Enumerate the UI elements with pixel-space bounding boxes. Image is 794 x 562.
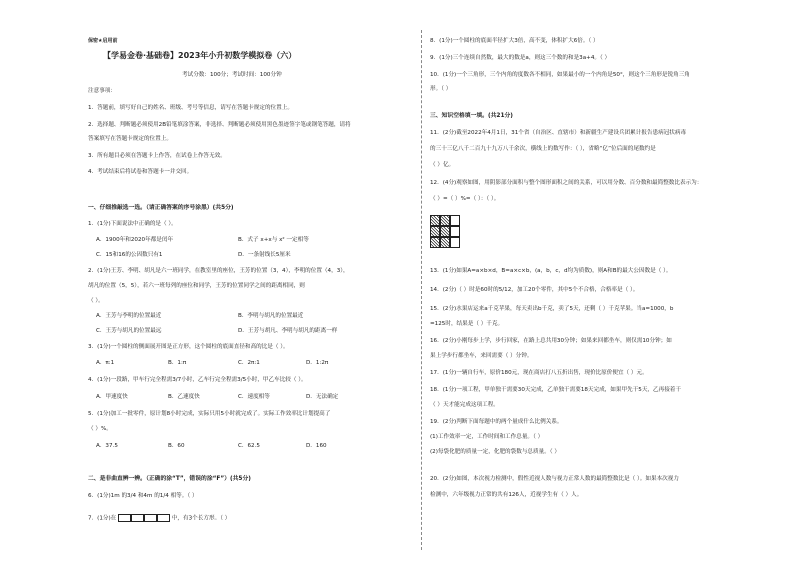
note-2-cont: 答案填写在答题卡规定的位置上。 xyxy=(88,136,172,142)
question-12: 12．(4分)观察如图，用阴影部分面积与整个图形面积之间的关系，可以用分数、百分数和最简整数比表示为： xyxy=(430,180,703,186)
question-3: 3．(1分)一个圆柱的侧面展开图是正方形，这个圆柱的底面直径和高的比是（ ）。 xyxy=(88,344,289,350)
question-5: 5．(1分)加工一批零件，原计划8小时完成，实际只用5小时就完成了。实际工作效率比计划提高了 xyxy=(88,411,331,417)
grid-shaded-cell xyxy=(430,215,440,226)
grid-shaded-cell xyxy=(440,237,450,248)
grid-shaded-cell xyxy=(430,226,440,237)
grid-shaded-cell xyxy=(440,215,450,226)
grid-shaded-cell xyxy=(440,226,450,237)
q2-option-a[interactable]: A．王芳与李明的位置最近 xyxy=(96,313,162,319)
question-12-blanks: （ ）=（ ）%=（ ）：（ ）。 xyxy=(430,196,500,202)
question-9: 9．(1分)三个连续自然数，最大的数是a，则这三个数的和是3a+4。（ ） xyxy=(430,55,611,61)
rectangle-figure-cell xyxy=(144,514,157,522)
q5-option-b[interactable]: B．60 xyxy=(168,443,185,449)
question-6: 6．(1分)1m 的3/4 和4m 的1/4 相等。（ ） xyxy=(88,493,198,499)
q1-option-c[interactable]: C．15和16的公因数只有1 xyxy=(96,252,163,258)
question-2-cont: 胡凡的位置（5，5），若六一班每列的座位和同学，王芳的位置同学之间的距离相同，则 xyxy=(88,283,305,289)
question-11: 11．(2分)截至2022年4月1日，31个省（自治区、直辖市）和新疆生产建设兵团累计报告患病冠状病毒 xyxy=(430,130,687,136)
note-3: 3．所有题目必须在答题卡上作答，在试卷上作答无效。 xyxy=(88,153,226,159)
secret-label: 保密★启用前 xyxy=(88,38,118,44)
question-15: 15．(2分)水果店运来a千克苹果，每天卖出b千克，卖了5天，还剩（ ）千克苹果。当a=1000，b xyxy=(430,306,674,312)
question-15-cont: =125时，结果是（ ）千克。 xyxy=(430,321,504,327)
q2-option-c[interactable]: C．王芳与胡凡的位置最远 xyxy=(96,328,162,334)
question-2: 2．(1分)王芳、李明、胡凡是六一班同学，在教室里的座位，王芳的位置（3，4），李明的位置（4，3）， xyxy=(88,268,349,274)
grid-cell xyxy=(450,215,460,226)
rectangle-figure-cell xyxy=(131,514,144,522)
question-19-part-2: (2)每袋化肥的质量一定，化肥的袋数与总质量。（ ） xyxy=(430,449,560,455)
q4-option-d[interactable]: D．无法确定 xyxy=(306,394,339,400)
q3-option-d[interactable]: D．1:2π xyxy=(306,360,329,366)
rectangle-figure-cell xyxy=(118,514,131,522)
question-19: 19．(2分)判断下面每题中的两个量成什么比例关系。 xyxy=(430,419,563,425)
section-3-title: 三、知识空格填一填。(共21分) xyxy=(430,113,513,119)
question-7 xyxy=(88,514,230,523)
question-11-cont: 的三十三亿八千二百九十九万八千余次，横线上的数写作：（ ），省略“亿”位后面的尾数约是 xyxy=(430,146,656,152)
column-divider xyxy=(421,30,422,550)
question-18-cont: （ ）天才能完成这项工程。 xyxy=(430,402,499,408)
q1-option-d[interactable]: D．一条射线长5厘米 xyxy=(238,252,291,258)
q3-option-b[interactable]: B．1:π xyxy=(168,360,187,366)
question-19-part-1: (1)工作效率一定，工作时间和工作总量。（ ） xyxy=(430,434,544,440)
q5-option-c[interactable]: C．62.5 xyxy=(238,443,260,449)
note-2: 2．选择题、判断题必须使用2B铅笔填涂答案，非选择、判断题必须使用黑色墨迹签字笔或钢笔答题，请将 xyxy=(88,122,351,128)
q1-option-b[interactable]: B．式子 x+x与 x² 一定相等 xyxy=(238,237,309,243)
q3-option-a[interactable]: A．π:1 xyxy=(96,360,115,366)
question-14: 14．(2分)（ ）时是60时的5/12，加工20个零件，其中5个不合格，合格率是（ ）。 xyxy=(430,287,639,293)
q4-option-a[interactable]: A．甲速度快 xyxy=(96,394,128,400)
exam-meta: 考试分数：100分；考试时间：100分钟 xyxy=(182,72,282,78)
notes-title: 注意事项： xyxy=(88,88,116,94)
question-10-cont: 形。（ ） xyxy=(430,86,452,92)
section-1-title: 一、仔细推敲选一选。（请正确答案的序号涂黑）(共5分) xyxy=(88,205,234,211)
question-20-cont: 检测中，六年级视力正常的共有126人，近视学生有（ ）人。 xyxy=(430,492,583,498)
question-17: 17．(1分)一辆自行车，原价180元，现在商店打八五折出售，现价比原价便宜（ ）元。 xyxy=(430,370,648,376)
q2-option-d[interactable]: D．王芳与胡凡、李明与胡凡的距离一样 xyxy=(238,328,338,334)
question-16-cont: 果上学步行都坐车，来回需要（ ）分钟。 xyxy=(430,353,533,359)
question-4: 4．(1分)一段路，甲车行完全程需3/7小时，乙车行完全程需3/5小时，甲乙车比较（ ）。 xyxy=(88,377,307,383)
q4-option-b[interactable]: B．乙速度快 xyxy=(168,394,200,400)
grid-cell xyxy=(450,237,460,248)
question-18: 18．(1分)一项工程，甲单独干需要30天完成，乙单独干需要18天完成，如果甲先干5天，乙再接着干 xyxy=(430,387,681,393)
question-20: 20．(2分)如图，本次视力检测中，假性近视人数与视力正常人数的最简整数比是（ ）。如果本次视力 xyxy=(430,476,679,482)
question-13: 13．(1分)如果A=a×b×d，B=a×c×b，(a，b，c，d均为质数)，则A和B的最大公因数是（ ）。 xyxy=(430,268,672,274)
q2-option-b[interactable]: B．李明与胡凡的位置最近 xyxy=(238,313,304,319)
question-7-start: 7．(1分)在 xyxy=(88,515,117,522)
q3-option-c[interactable]: C．2π:1 xyxy=(238,360,260,366)
section-2-title: 二、是非曲直辨一辨。（正确的涂“T”，错误的涂“F”）(共5分) xyxy=(88,476,251,482)
grid-shaded-cell xyxy=(430,237,440,248)
question-1: 1．(1分)下面说法中正确的是（ ）。 xyxy=(88,221,177,227)
question-8: 8．(1分)一个圆柱的底面半径扩大3倍，高不变，体积扩大6倍。（ ） xyxy=(430,38,599,44)
note-4: 4．考试结束后将试卷和答题卡一并交回。 xyxy=(88,169,193,175)
question-16: 16．(2分)小刚每步上学，步行回家，在路上总共用30分钟；如果来回都坐车，则仅需10分钟；如 xyxy=(430,338,672,344)
question-10: 10．(1分)一个三角形，三个内角的度数各不相同，如果最小的一个内角是50°，则这个三角形是锐角三角 xyxy=(430,72,690,78)
grid-cell xyxy=(450,226,460,237)
rectangle-figure-cell xyxy=(157,514,170,522)
q1-option-a[interactable]: A．1900年和2020年都是闰年 xyxy=(96,237,174,243)
question-11-blank: （ ）亿。 xyxy=(430,162,455,168)
question-5-blank: （ ）%。 xyxy=(88,426,112,432)
shaded-grid-figure xyxy=(430,215,460,248)
question-7-end: 中，有3个长方形。（ ） xyxy=(171,515,231,522)
note-1: 1．答题前，填写好自己的姓名、班级、考号等信息，请写在答题卡规定的位置上。 xyxy=(88,105,293,111)
q5-option-d[interactable]: D．160 xyxy=(306,443,327,449)
q4-option-c[interactable]: C．速度相等 xyxy=(238,394,270,400)
q5-option-a[interactable]: A．37.5 xyxy=(96,443,118,449)
question-2-blank: （ ）。 xyxy=(88,298,104,304)
page-title: 【学易金卷·基础卷】2023年小升初数学模拟卷（六） xyxy=(103,51,297,60)
